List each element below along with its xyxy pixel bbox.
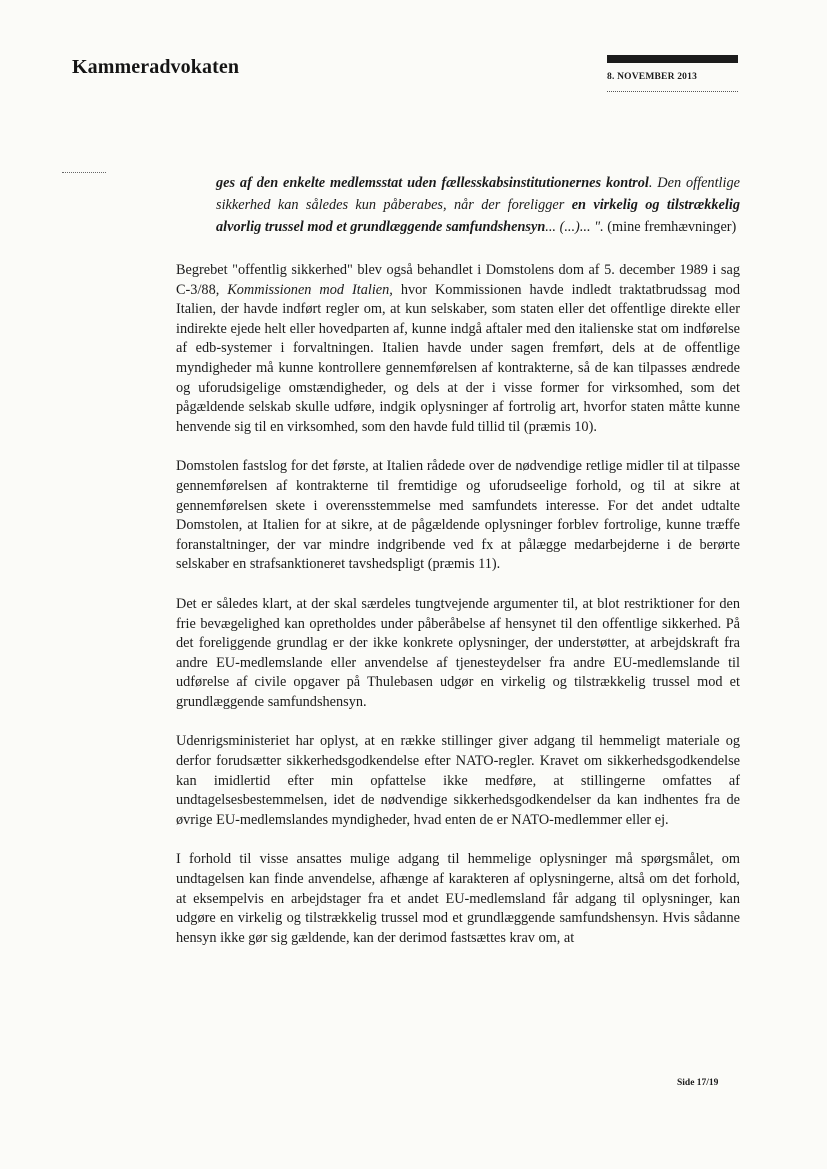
paragraph-1-text-b: hvor Kommissionen havde indledt traktatbrudssag mod Italien, der havde indført regler om, at kun selskaber, som staten eller det offentlige direkte eller indirekte ejede helt eller hovedparten af, kunne indgå aftaler med den italienske stat om indførelse af edb-systemer i forvaltningen. Italien havde under sagen fremført, dels at de offentlige myndigheder må kunne kontrollere gennemførelsen af kontrakterne, så de kan tilpasses ændrede og uforudsigelige omstændigheder, og dels at der i visse former for virksomhed, som det pågældende selskab skulle udføre, indgik oplysninger af fortrolig art, hvorfor staten måtte kunne henvende sig til en virksomhed, som den havde fuld tillid til (præmis 10).: [176, 281, 740, 435]
page-number: Side 17/19: [677, 1078, 719, 1088]
paragraph-4: Udenrigsministeriet har oplyst, at en række stillinger giver adgang til hemmeligt materiale og derfor forudsætter sikkerhedsgodkendelse efter NATO-regler. Kravet om sikkerhedsgodkendelse kan imidlertid efter min opfattelse ikke medføre, at stillingerne omfattes af undtagelsesbestemmelsen, idet de nødvendige sikkerhedsgodkendelser da kan indhentes fra de øvrige EU-medlemslandes myndigheder, hvad enten de er NATO-medlemmer eller ej.: [176, 733, 740, 828]
company-logo: Kammeradvokaten: [72, 56, 240, 78]
quote-text-2: ... (...)... ".: [545, 219, 604, 235]
paragraph-2: Domstolen fastslog for det første, at Italien rådede over de nødvendige retlige midler til at tilpasse gennemførelsen af kontrakterne til fremtidige og uforudseelige forhold, og til at sikre at gennemførelsen skete i overensstemmelse med samfundets interesse. For det andet udtalte Domstolen, at Italien for at sikre, at de pågældende oplysninger forblev fortrolige, kunne træffe foranstaltninger, der var mindre indgribende ved fx at pålægge medarbejderne i de berørte selskaber en strafsanktioneret tavshedspligt (præmis 11).: [176, 458, 740, 573]
body-text: [176, 261, 740, 968]
quote-emphasis-2: en virkelig og tilstrækkelig alvorlig trussel mod et grundlæggende samfundshensyn: [216, 197, 740, 235]
quote-emphasis-1: ges af den enkelte medlemsstat uden fællesskabsinstitutionernes kontrol: [216, 175, 649, 191]
document-date: 8. NOVEMBER 2013: [607, 72, 698, 82]
header-bar: [607, 55, 738, 63]
paragraph-3: Det er således klart, at der skal særdeles tungtvejende argumenter til, at blot restriktioner for den frie bevægelighed kan opretholdes under påberåbelse af hensynet til den offentlige sikkerhed. På det foreliggende grundlag er der ikke konkrete oplysninger, der understøtter, at arbejdskraft fra andre EU-medlemslande eller anvendelse af tjenesteydelser fra andre EU-medlemslande til udførelse af civile opgaver på Thulebasen udgør en virkelig og tilstrækkelig trussel mod et grundlæggende samfundshensyn.: [176, 595, 740, 710]
quote-note: (mine fremhævninger): [603, 219, 737, 235]
paragraph-1: [176, 261, 740, 437]
header-divider: [607, 91, 738, 92]
quote-text-1: . Den offentlige sikkerhed kan således kun påberabes, når der foreligger: [216, 175, 740, 213]
paragraph-1-text-a: Begrebet "offentlig sikkerhed" blev også behandlet i Domstolens dom af 5. december 1989 i sag C-3/88,: [176, 262, 740, 298]
margin-mark: [62, 172, 106, 173]
block-quote: [216, 172, 740, 238]
paragraph-5: I forhold til visse ansattes mulige adgang til hemmelige oplysninger må spørgsmålet, om undtagelsen kan finde anvendelse, afhænge af karakteren af oplysningerne, altså om det forhold, at eksempelvis en arbejdstager fra et andet EU-medlemsland får adgang til oplysninger, kan udgøre en virkelig og tilstrækkelig trussel mod et grundlæggende samfundshensyn. Hvis sådanne hensyn ikke gør sig gældende, kan der derimod fastsættes krav om, at: [176, 851, 740, 946]
case-name: Kommissionen mod Italien,: [227, 281, 393, 298]
